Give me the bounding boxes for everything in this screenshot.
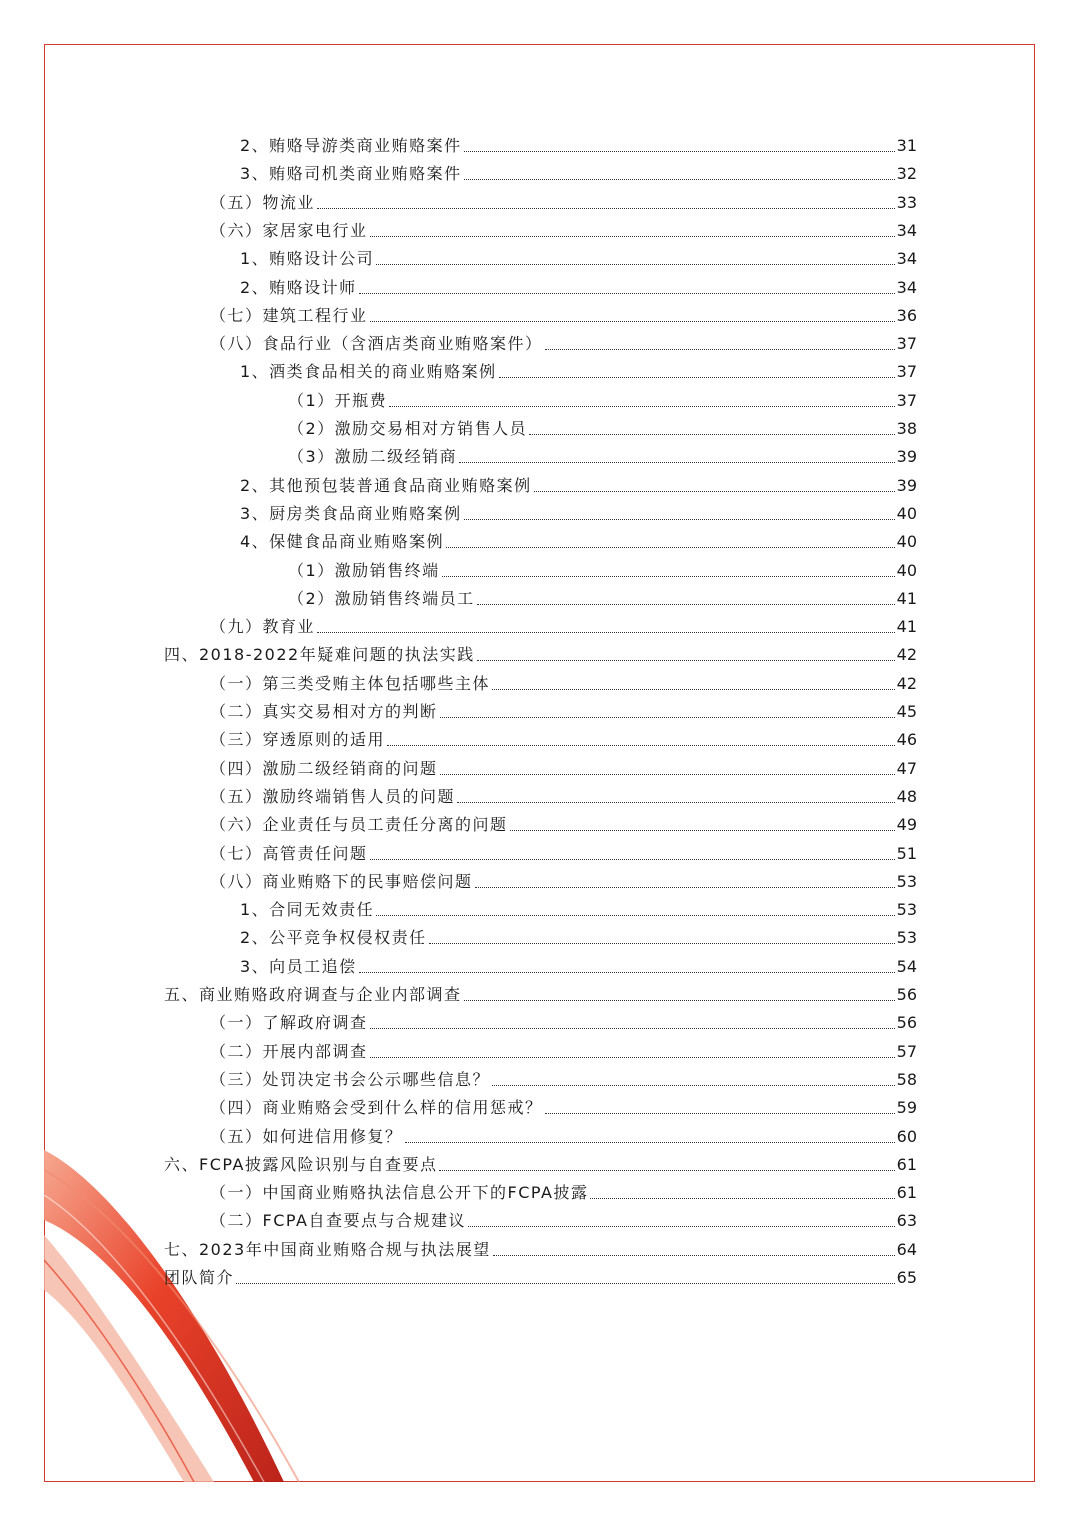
toc-entry-title: （五）激励终端销售人员的问题 — [210, 786, 456, 806]
toc-entry[interactable] — [210, 668, 917, 694]
toc-entry-title: 2、贿赂导游类商业贿赂案件 — [240, 136, 462, 155]
toc-entry-title: 3、贿赂司机类商业贿赂案件 — [240, 164, 462, 184]
dot-leader — [440, 717, 895, 718]
toc-entry-title: 1、贿赂设计公司 — [240, 249, 375, 269]
toc-entry-page: 37 — [896, 334, 917, 354]
toc-entry[interactable] — [240, 498, 917, 524]
toc-entry-title: 四、2018-2022年疑难问题的执法实践 — [164, 645, 475, 665]
toc-entry[interactable] — [288, 385, 917, 411]
toc-entry-page: 53 — [896, 928, 917, 948]
toc-entry-page: 51 — [896, 843, 917, 863]
dot-leader — [370, 236, 895, 237]
dot-leader — [370, 321, 895, 322]
toc-entry[interactable] — [210, 215, 917, 241]
toc-entry-page: 40 — [896, 532, 917, 552]
toc-entry-page: 33 — [896, 192, 917, 212]
toc-entry[interactable] — [240, 272, 917, 298]
dot-leader — [499, 377, 895, 378]
dot-leader — [464, 1000, 895, 1001]
toc-entry[interactable] — [210, 696, 917, 722]
dot-leader — [457, 802, 895, 803]
dot-leader — [387, 745, 895, 746]
dot-leader — [442, 576, 895, 577]
toc-entry-title: （三）穿透原则的适用 — [210, 730, 386, 750]
toc-entry-page: 37 — [896, 390, 917, 410]
dot-leader — [236, 1283, 895, 1284]
toc-entry-page: 36 — [896, 305, 917, 325]
toc-entry[interactable] — [210, 838, 917, 864]
toc-entry-page: 40 — [896, 560, 917, 580]
toc-entry-page: 53 — [896, 900, 917, 920]
toc-entry-title: （四）激励二级经销商的问题 — [210, 758, 438, 778]
toc-entry[interactable] — [210, 753, 917, 779]
toc-entry[interactable] — [164, 1262, 917, 1288]
toc-entry-title: （四）商业贿赂会受到什么样的信用惩戒？ — [210, 1098, 543, 1118]
toc-entry-page: 45 — [896, 702, 917, 721]
toc-entry-title: （3）激励二级经销商 — [288, 447, 458, 467]
toc-entry[interactable] — [288, 583, 917, 609]
toc-entry-title: （六）家居家电行业 — [210, 220, 368, 240]
toc-entry-page: 57 — [896, 1041, 917, 1061]
toc-entry[interactable] — [210, 724, 917, 750]
toc-entry[interactable] — [240, 526, 917, 552]
toc-entry-page: 40 — [896, 503, 917, 523]
dot-leader — [590, 1198, 894, 1199]
toc-entry[interactable] — [210, 1121, 917, 1147]
dot-leader — [510, 830, 895, 831]
toc-entry-title: （八）商业贿赂下的民事赔偿问题 — [210, 871, 473, 891]
toc-entry-page: 42 — [896, 673, 917, 693]
toc-entry-title: （一）了解政府调查 — [210, 1013, 368, 1033]
toc-entry-title: 2、贿赂设计师 — [240, 277, 357, 297]
toc-entry-page: 63 — [896, 1211, 917, 1231]
toc-entry-page: 60 — [896, 1126, 917, 1146]
toc-entry-title: （一）第三类受贿主体包括哪些主体 — [210, 673, 491, 693]
toc-entry-page: 56 — [896, 1013, 917, 1033]
toc-entry-page: 47 — [896, 758, 917, 778]
toc-entry-page: 34 — [896, 277, 917, 297]
toc-entry-page: 46 — [896, 730, 917, 750]
toc-entry-title: （2）激励交易相对方销售人员 — [288, 419, 528, 438]
toc-entry[interactable] — [240, 130, 917, 156]
toc-entry[interactable] — [240, 922, 917, 948]
toc-entry-title: 3、厨房类食品商业贿赂案例 — [240, 503, 462, 523]
toc-entry-title: （五）物流业 — [210, 192, 316, 212]
toc-entry[interactable] — [288, 441, 917, 467]
toc-entry-page: 39 — [896, 447, 917, 467]
dot-leader — [459, 462, 894, 463]
toc-entry-title: （二）FCPA自查要点与合规建议 — [210, 1211, 466, 1231]
toc-entry-page: 34 — [896, 220, 917, 240]
dot-leader — [545, 1113, 895, 1114]
toc-entry-page: 49 — [896, 815, 917, 835]
toc-entry-page: 48 — [896, 786, 917, 806]
toc-entry-page: 41 — [896, 588, 917, 608]
toc-entry-title: 2、其他预包装普通食品商业贿赂案例 — [240, 475, 532, 495]
toc-entry[interactable] — [210, 866, 917, 892]
toc-entry-title: （1）激励销售终端 — [288, 560, 440, 580]
toc-entry-title: （七）高管责任问题 — [210, 843, 368, 863]
toc-entry[interactable] — [210, 187, 917, 213]
dot-leader — [529, 434, 894, 435]
toc-entry-page: 54 — [896, 956, 917, 976]
dot-leader — [440, 774, 895, 775]
toc-entry-title: 2、公平竞争权侵权责任 — [240, 928, 427, 948]
dot-leader — [545, 349, 895, 350]
toc-entry-page: 56 — [896, 985, 917, 1004]
toc-entry[interactable] — [240, 894, 917, 920]
dot-leader — [359, 293, 895, 294]
toc-entry[interactable] — [288, 413, 917, 439]
dot-leader — [493, 1255, 895, 1256]
toc-entry-title: （七）建筑工程行业 — [210, 305, 368, 325]
toc-entry[interactable] — [240, 158, 917, 184]
toc-entry-title: （1）开瓶费 — [288, 390, 388, 410]
toc-entry-page: 32 — [896, 164, 917, 184]
dot-leader — [468, 1226, 895, 1227]
dot-leader — [475, 887, 895, 888]
dot-leader — [429, 943, 895, 944]
toc-entry-page: 61 — [896, 1183, 917, 1203]
toc-entry[interactable] — [210, 1007, 917, 1033]
toc-entry-title: 七、2023年中国商业贿赂合规与执法展望 — [164, 1239, 491, 1259]
toc-entry-page: 31 — [896, 136, 917, 155]
toc-entry-page: 42 — [896, 645, 917, 665]
toc-entry[interactable] — [210, 300, 917, 326]
dot-leader — [317, 208, 895, 209]
toc-entry[interactable] — [164, 979, 917, 1005]
toc-entry[interactable] — [210, 328, 917, 354]
toc-entry-title: （一）中国商业贿赂执法信息公开下的FCPA披露 — [210, 1183, 589, 1203]
toc-entry-page: 41 — [896, 617, 917, 637]
toc-entry-title: （五）如何进信用修复？ — [210, 1126, 403, 1146]
toc-entry[interactable] — [240, 951, 917, 977]
toc-entry[interactable] — [210, 1064, 917, 1090]
toc-entry-title: （二）开展内部调查 — [210, 1041, 368, 1061]
dot-leader — [446, 547, 894, 548]
dot-leader — [534, 491, 895, 492]
toc-entry[interactable] — [240, 470, 917, 496]
toc-entry[interactable] — [164, 1234, 917, 1260]
dot-leader — [439, 1170, 894, 1171]
toc-entry[interactable] — [210, 1036, 917, 1062]
toc-entry[interactable] — [210, 1205, 917, 1231]
toc-entry[interactable] — [240, 243, 917, 269]
toc-entry-title: （三）处罚决定书会公示哪些信息？ — [210, 1069, 491, 1089]
toc-entry-title: （八）食品行业（含酒店类商业贿赂案件） — [210, 334, 543, 354]
toc-entry-title: 六、FCPA披露风险识别与自查要点 — [164, 1154, 438, 1174]
toc-entry[interactable] — [210, 611, 917, 637]
toc-entry[interactable] — [210, 809, 917, 835]
toc-entry[interactable] — [240, 356, 917, 382]
toc-entry[interactable] — [210, 1092, 917, 1118]
toc-entry-title: 团队简介 — [164, 1268, 235, 1287]
toc-entry-page: 61 — [896, 1154, 917, 1174]
toc-entry-title: （2）激励销售终端员工 — [288, 588, 475, 608]
toc-entry-page: 39 — [896, 475, 917, 495]
dot-leader — [389, 406, 894, 407]
dot-leader — [492, 689, 895, 690]
toc-entry-title: （二）真实交易相对方的判断 — [210, 702, 438, 721]
dot-leader — [370, 1028, 895, 1029]
dot-leader — [464, 179, 895, 180]
dot-leader — [477, 604, 895, 605]
toc-entry-title: 1、酒类食品相关的商业贿赂案例 — [240, 362, 497, 382]
toc-entry-title: （九）教育业 — [210, 617, 316, 637]
toc-entry[interactable] — [288, 555, 917, 581]
toc-entry[interactable] — [164, 1149, 917, 1175]
toc-entry-page: 37 — [896, 362, 917, 382]
dot-leader — [464, 151, 895, 152]
toc-entry-title: 1、合同无效责任 — [240, 900, 375, 920]
toc-entry-page: 64 — [896, 1239, 917, 1259]
toc-entry-title: 五、商业贿赂政府调查与企业内部调查 — [164, 985, 462, 1004]
toc-entry-page: 58 — [896, 1069, 917, 1089]
dot-leader — [477, 660, 895, 661]
dot-leader — [359, 972, 895, 973]
dot-leader — [464, 519, 895, 520]
dot-leader — [370, 859, 895, 860]
toc-entry-title: 4、保健食品商业贿赂案例 — [240, 532, 445, 552]
toc-entry[interactable] — [164, 639, 917, 665]
dot-leader — [492, 1085, 895, 1086]
dot-leader — [376, 915, 894, 916]
dot-leader — [370, 1057, 895, 1058]
toc-entry-page: 38 — [896, 419, 917, 438]
toc-entry-title: （六）企业责任与员工责任分离的问题 — [210, 815, 508, 835]
toc-entry-page: 34 — [896, 249, 917, 269]
toc-entry-title: 3、向员工追偿 — [240, 956, 357, 976]
dot-leader — [405, 1142, 895, 1143]
toc-entry-page: 65 — [896, 1268, 917, 1287]
toc-entry-page: 53 — [896, 871, 917, 891]
toc-entry[interactable] — [210, 1177, 917, 1203]
toc-entry-page: 59 — [896, 1098, 917, 1118]
dot-leader — [376, 264, 894, 265]
toc-entry[interactable] — [210, 781, 917, 807]
dot-leader — [317, 632, 895, 633]
